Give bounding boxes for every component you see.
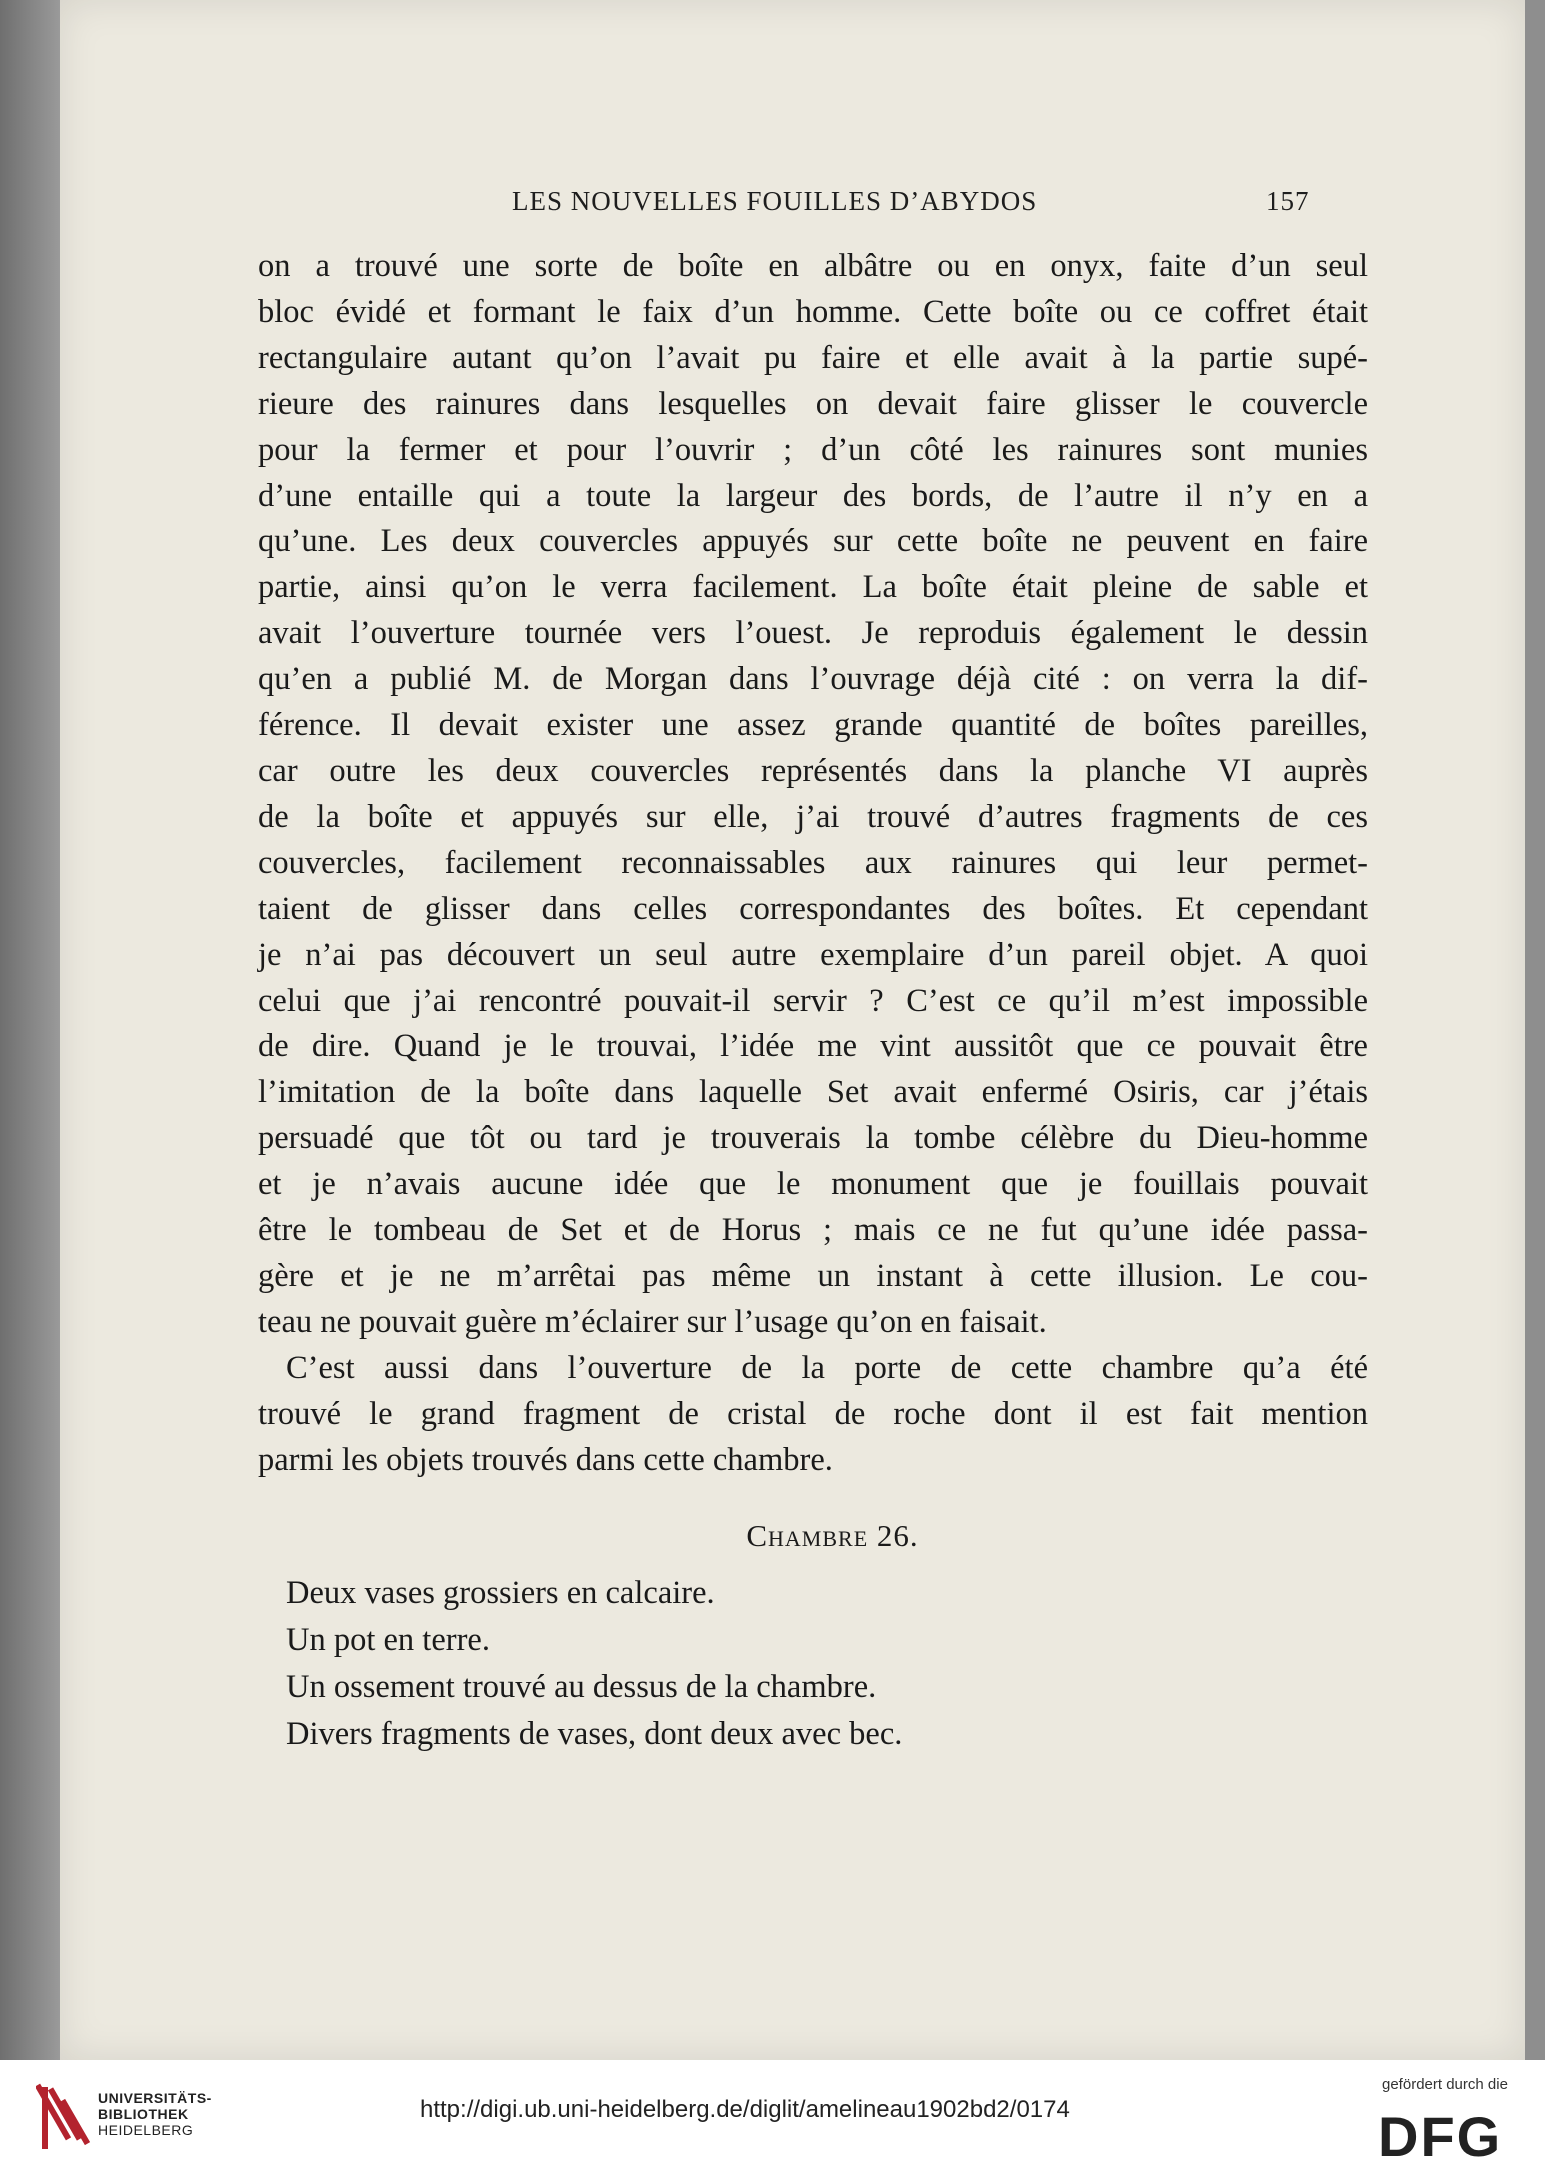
object-list: [286, 1570, 902, 1758]
text-line: bloc évidé et formant le faix d’un homme. Cette boîte ou ce coffret était: [258, 293, 1368, 330]
text-line: C’est aussi dans l’ouverture de la porte de cette chambre qu’a été: [286, 1349, 1368, 1386]
text-line: d’une entaille qui a toute la largeur des bords, de l’autre il n’y en a: [258, 477, 1368, 514]
list-item: Un ossement trouvé au dessus de la chambre.: [286, 1669, 877, 1705]
text-line: être le tombeau de Set et de Horus ; mais ce ne fut qu’une idée passa-: [258, 1212, 1368, 1249]
page-number: 157: [1266, 186, 1310, 216]
library-logo-icon: [36, 2077, 92, 2153]
document-page: [60, 0, 1525, 2060]
body-text: [258, 244, 1368, 1483]
text-line: trouvé le grand fragment de cristal de roche dont il est fait mention: [258, 1395, 1368, 1432]
text-line: de la boîte et appuyés sur elle, j’ai trouvé d’autres fragments de ces: [258, 798, 1368, 835]
running-head: [60, 186, 1525, 226]
text-line: teau ne pouvait guère m’éclairer sur l’usage qu’on en faisait.: [258, 1303, 1047, 1340]
text-line: l’imitation de la boîte dans laquelle Set avait enfermé Osiris, car j’étais: [258, 1074, 1368, 1111]
library-name: [98, 2090, 212, 2138]
text-line: de dire. Quand je le trouvai, l’idée me vint aussitôt que ce pouvait être: [258, 1028, 1368, 1065]
text-line: rectangulaire autant qu’on l’avait pu faire et elle avait à la partie supé-: [258, 339, 1368, 376]
text-line: pour la fermer et pour l’ouvrir ; d’un côté les rainures sont munies: [258, 431, 1368, 468]
text-line: et je n’avais aucune idée que le monument que je fouillais pouvait: [258, 1166, 1368, 1203]
text-line: rieure des rainures dans lesquelles on devait faire glisser le couvercle: [258, 385, 1368, 422]
text-line: gère et je ne m’arrêtai pas même un instant à cette illusion. Le cou-: [258, 1257, 1368, 1294]
funding-label: gefördert durch die: [1382, 2076, 1508, 2093]
section-heading-text: Chambre 26.: [746, 1518, 919, 1553]
viewer-footer: [0, 2060, 1545, 2169]
library-name-line: HEIDELBERG: [98, 2122, 194, 2138]
text-line: je n’ai pas découvert un seul autre exemplaire d’un pareil objet. A quoi: [258, 936, 1368, 973]
text-line: taient de glisser dans celles correspondantes des boîtes. Et cependant: [258, 890, 1368, 927]
text-line: qu’en a publié M. de Morgan dans l’ouvrage déjà cité : on verra la dif-: [258, 661, 1368, 698]
list-item: Un pot en terre.: [286, 1622, 490, 1658]
library-name-line: UNIVERSITÄTS-: [98, 2090, 212, 2106]
text-line: persuadé que tôt ou tard je trouverais la tombe célèbre du Dieu-homme: [258, 1120, 1368, 1157]
list-item: Deux vases grossiers en calcaire.: [286, 1575, 715, 1611]
section-heading: [60, 1518, 1525, 1554]
text-line: parmi les objets trouvés dans cette chambre.: [258, 1441, 833, 1478]
text-line: celui que j’ai rencontré pouvait-il servir ? C’est ce qu’il m’est impossible: [258, 982, 1368, 1019]
text-line: avait l’ouverture tournée vers l’ouest. Je reproduis également le dessin: [258, 615, 1368, 652]
permalink-url[interactable]: http://digi.ub.uni-heidelberg.de/diglit/amelineau1902bd2/0174: [420, 2096, 1070, 2123]
text-line: partie, ainsi qu’on le verra facilement. La boîte était pleine de sable et: [258, 569, 1368, 606]
dfg-logo: DFG: [1378, 2105, 1503, 2168]
running-title: LES NOUVELLES FOUILLES D’ABYDOS: [512, 186, 1038, 216]
list-item: Divers fragments de vases, dont deux avec bec.: [286, 1716, 903, 1752]
text-line: qu’une. Les deux couvercles appuyés sur cette boîte ne peuvent en faire: [258, 523, 1368, 560]
text-line: car outre les deux couvercles représentés dans la planche VI auprès: [258, 752, 1368, 789]
library-name-line: BIBLIOTHEK: [98, 2106, 189, 2122]
text-line: férence. Il devait exister une assez grande quantité de boîtes pareilles,: [258, 707, 1368, 744]
text-line: on a trouvé une sorte de boîte en albâtre ou en onyx, faite d’un seul: [258, 248, 1368, 284]
page-left-edge: [0, 0, 60, 2060]
text-line: couvercles, facilement reconnaissables aux rainures qui leur permet-: [258, 844, 1368, 881]
